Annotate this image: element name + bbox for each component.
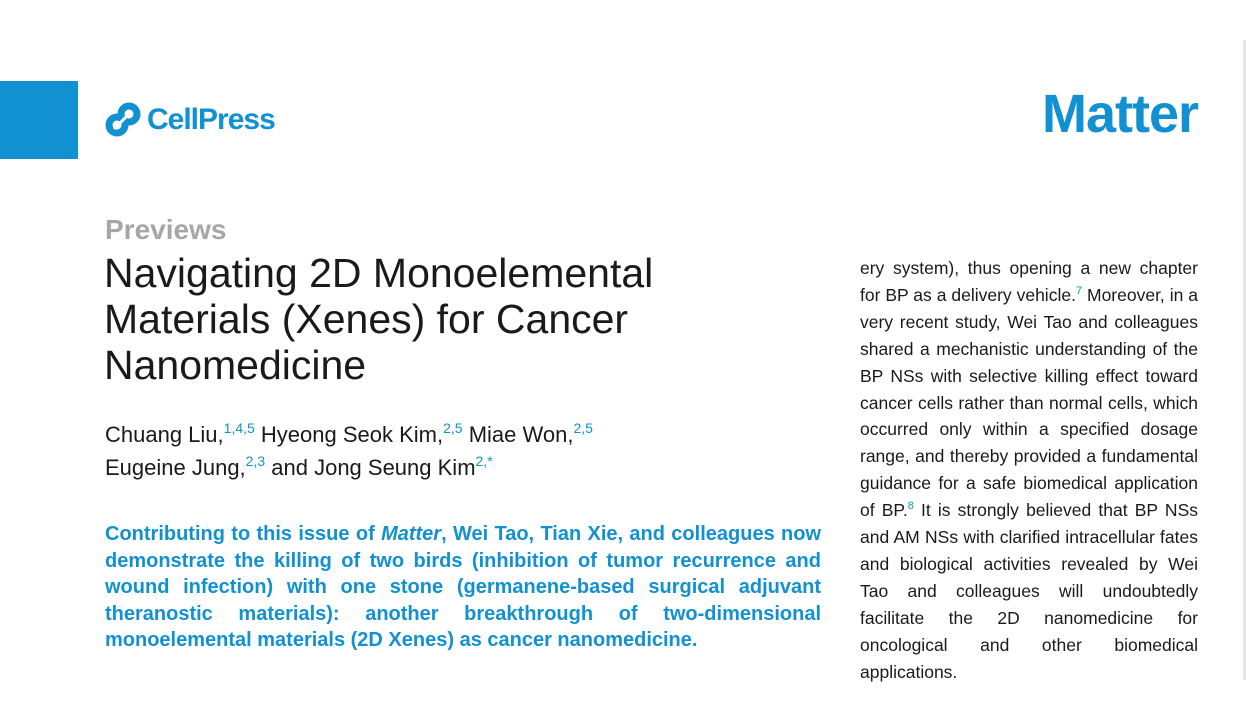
header-color-block bbox=[0, 81, 78, 159]
affiliation-ref[interactable]: 2,* bbox=[475, 453, 493, 469]
cellpress-link-icon bbox=[105, 102, 141, 138]
reference-link[interactable]: 7 bbox=[1075, 284, 1083, 297]
journal-name[interactable]: Matter bbox=[1041, 84, 1198, 144]
reference-link[interactable]: 8 bbox=[907, 500, 914, 513]
body-text-segment: It is strongly believed that BP NSs and AM NSs with clarified intracellular fates and biological activities revealed by Wei Tao and colleagues will undoubtedly facilitate the 2D nanomedicine for oncological and other biomedical applications. bbox=[860, 500, 1198, 682]
publisher-name: CellPress bbox=[147, 103, 275, 136]
abstract-text-start: Contributing to this issue of bbox=[105, 523, 382, 545]
author-name[interactable]: and Jong Seung Kim bbox=[271, 455, 476, 480]
body-text-segment: Moreover, in a very recent study, Wei Tao and colleagues shared a mechanistic understanding of the BP NSs with selective killing effect toward cancer cells rather than normal cells, which occurred only within a specified dosage range, and thereby provided a fundamental guidance for a safe biomedical application of BP. bbox=[860, 284, 1198, 521]
abstract-text-rest: , Wei Tao, Tian Xie, and colleagues now demonstrate the killing of two birds (inhibition of tumor recurrence and wound infection) with one stone (germanene-based surgical adjuvant theranostic materials): another breakthrough of two-dimensional monoelemental materials (2D Xenes) as cancer nanomedicine. bbox=[105, 523, 822, 652]
body-text-column bbox=[860, 255, 1198, 686]
affiliation-ref[interactable]: 2,5 bbox=[573, 420, 593, 436]
abstract-journal: Matter bbox=[381, 523, 442, 545]
cellpress-logo[interactable] bbox=[105, 102, 275, 138]
abstract bbox=[105, 521, 821, 654]
affiliation-ref[interactable]: 1,4,5 bbox=[223, 420, 255, 436]
affiliation-ref[interactable]: 2,3 bbox=[245, 453, 266, 469]
author-name[interactable]: Eugeine Jung, bbox=[105, 455, 246, 480]
section-label: Previews bbox=[105, 214, 227, 245]
article-title: Navigating 2D Monoelemental Materials (Xenes) for Cancer Nanomedicine bbox=[104, 250, 654, 388]
author-name[interactable]: Hyeong Seok Kim, bbox=[260, 422, 444, 447]
author-name[interactable]: Chuang Liu, bbox=[105, 422, 224, 447]
affiliation-ref[interactable]: 2,5 bbox=[443, 420, 463, 436]
body-text-segment: ery system), thus opening a new chapter for BP as a delivery vehicle. bbox=[860, 258, 1198, 305]
author-name[interactable]: Miae Won, bbox=[468, 422, 574, 447]
author-list bbox=[105, 418, 805, 484]
